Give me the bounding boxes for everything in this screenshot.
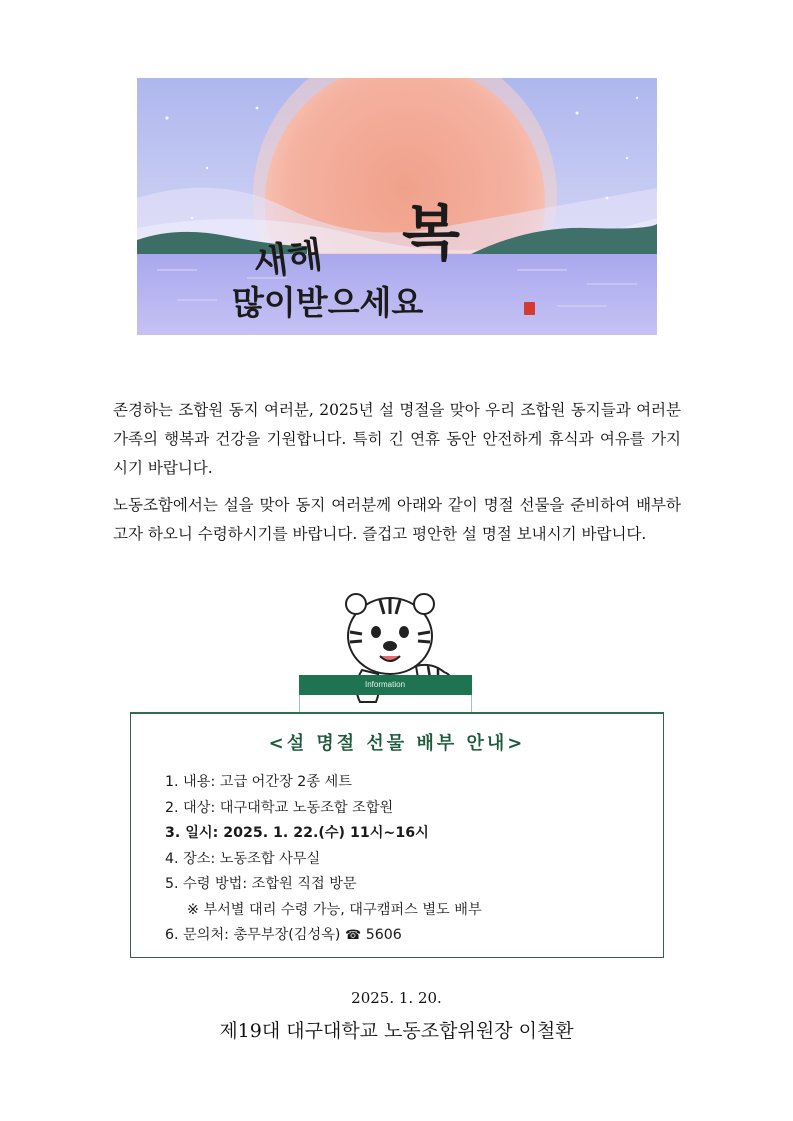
signature: 제19대 대구대학교 노동조합위원장 이철환 (219, 1020, 574, 1042)
tab-divider (471, 695, 472, 712)
notice-list (165, 770, 482, 949)
notice-item-method: 5. 수령 방법: 조합원 직접 방문 (165, 876, 357, 892)
contact-label: 6. 문의처: 총무부장(김성옥) (165, 927, 341, 943)
notice-item-datetime: 3. 일시: 2025. 1. 22.(수) 11시~16시 (165, 825, 429, 841)
phone-icon: ☎ (344, 928, 362, 943)
calligraphy-bok: 복 (402, 199, 460, 269)
notice-title: <설 명절 선물 배부 안내> (268, 733, 526, 754)
tab-divider (299, 695, 300, 712)
notice-item-note: ※ 부서별 대리 수령 가능, 대구캠퍼스 별도 배부 (187, 901, 482, 918)
issue-date: 2025. 1. 20. (351, 989, 442, 1007)
notice-item-place: 4. 장소: 노동조합 사무실 (165, 850, 321, 867)
calligraphy-line1: 새해 (250, 233, 326, 285)
information-tab: Information (299, 675, 472, 695)
calligraphy-line2: 많이받으세요 (232, 283, 424, 322)
gift-notice-box (130, 712, 664, 958)
notice-item-content: 1. 내용: 고급 어간장 2종 세트 (165, 774, 352, 790)
notice-item-contact (165, 923, 482, 949)
contact-number: 5606 (365, 927, 402, 943)
notice-item-target: 2. 대상: 대구대학교 노동조합 조합원 (165, 799, 394, 816)
gift-paragraph: 노동조합에서는 설을 맞아 동지 여러분께 아래와 같이 명절 선물을 준비하여 배부하고자 하오니 수령하시기를 바랍니다. 즐겁고 평안한 설 명절 보내시기 바랍니다. (113, 496, 681, 543)
new-year-banner (137, 78, 657, 335)
red-seal (524, 302, 535, 315)
greeting-paragraph: 존경하는 조합원 동지 여러분, 2025년 설 명절을 맞아 우리 조합원 동지들과 여러분 가족의 행복과 건강을 기원합니다. 특히 긴 연휴 동안 안전하게 휴식과 여유를 가지시기 바랍니다. (113, 401, 681, 477)
